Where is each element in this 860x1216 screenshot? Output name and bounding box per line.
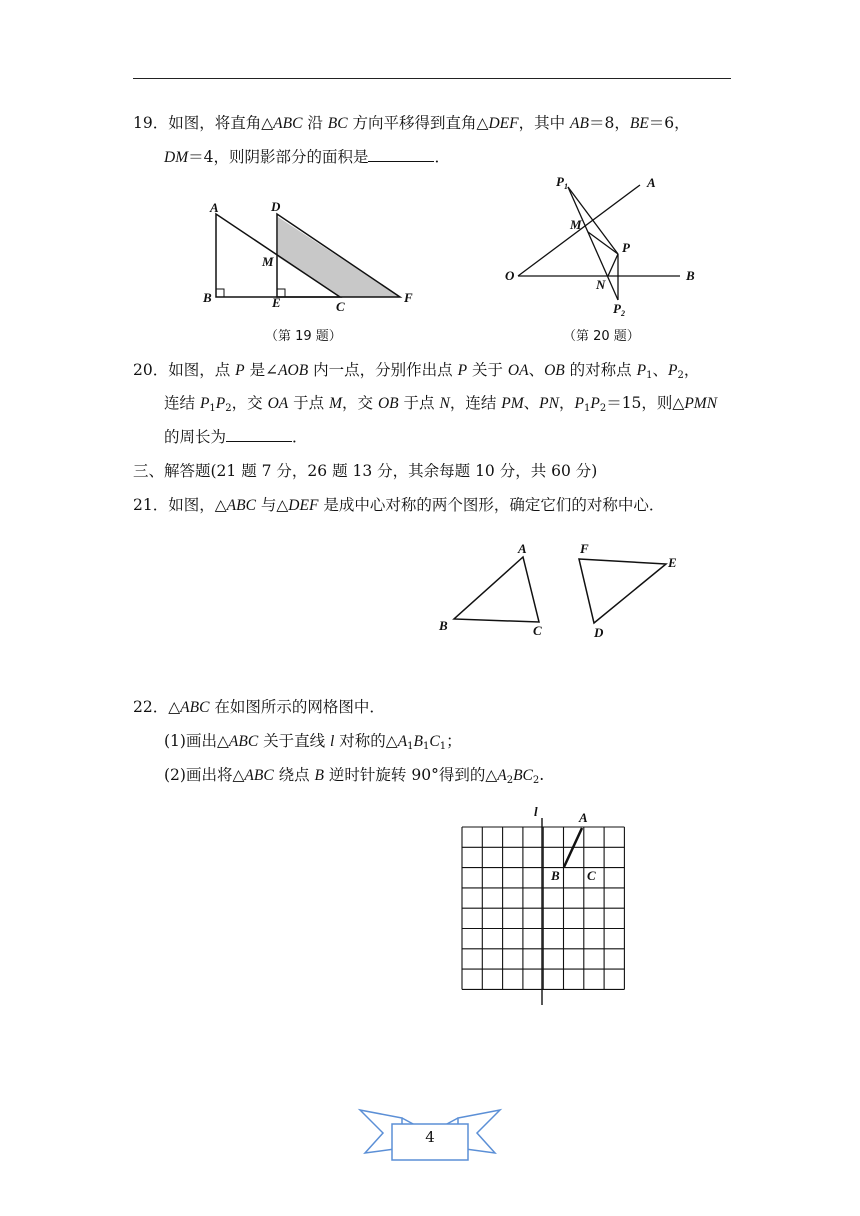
fig21-label-c: C <box>533 623 542 638</box>
fig20-label-p1: $P_1$ <box>556 174 568 191</box>
fig19-caption: （第 19 题） <box>265 329 342 344</box>
fig20-label-a: A <box>647 175 656 190</box>
segment-pn <box>608 254 618 276</box>
fig20-label-n: N <box>596 277 606 292</box>
fig22-label-a: A <box>579 810 588 825</box>
q21-line1: 21．如图，△ABC 与△DEF 是成中心对称的两个图形，确定它们的对称中心． <box>133 496 665 514</box>
fig19-label-f: F <box>404 290 413 305</box>
q19-line2: DM＝4，则阴影部分的面积是 ． <box>164 148 450 166</box>
section-title: 三、解答题(21 题 7 分，26 题 13 分，其余每题 10 分，共 60 分) <box>133 462 598 480</box>
fig21-label-a: A <box>518 541 527 556</box>
fig20-label-b: B <box>686 268 695 283</box>
fig19-label-c: C <box>336 299 345 314</box>
q19-line1: 19．如图，将直角△ABC 沿 BC 方向平移得到直角△DEF，其中 AB＝8，BE＝6， <box>133 114 690 132</box>
q20-line1: 20．如图，点 P 是∠AOB 内一点，分别作出点 P 关于 OA、OB 的对称点 $P_1$、$P_2$， <box>133 361 700 381</box>
triangle-abc-21 <box>454 557 539 622</box>
figure-19 <box>216 214 400 297</box>
fig22-label-c: C <box>587 868 596 883</box>
fig19-label-b: B <box>203 290 212 305</box>
fig21-label-d: D <box>594 625 604 640</box>
fig19-label-e: E <box>272 295 281 310</box>
fig20-label-o: O <box>505 268 515 283</box>
fig21-label-b: B <box>439 618 448 633</box>
fig19-label-m: M <box>262 254 274 269</box>
fig20-label-p2: $P_2$ <box>613 301 625 318</box>
fig20-label-m: M <box>570 217 582 232</box>
fig19-label-a: A <box>210 200 219 215</box>
fig21-label-f: F <box>580 541 589 556</box>
fig19-label-d: D <box>271 199 281 214</box>
fig22-label-l: l <box>534 804 538 819</box>
fig20-label-p: P <box>622 240 630 255</box>
triangle-def-21 <box>579 559 666 623</box>
fig22-label-b: B <box>551 868 560 883</box>
q22-part2: (2)画出将△ABC 绕点 B 逆时针旋转 90°得到的$\triangle A_2BC_2$. <box>164 766 545 786</box>
q20-line3: 的周长为 ． <box>164 428 308 446</box>
right-angle-b <box>216 289 224 297</box>
figure-21 <box>454 557 666 623</box>
grid-22 <box>462 827 624 989</box>
fig21-label-e: E <box>668 555 677 570</box>
q20-line2: 连结 $P_1P_2$，交 OA 于点 M，交 OB 于点 N，连结 PM、PN，$P_1P_2=15$，则△PMN <box>164 394 718 414</box>
q22-part1: (1)画出△ABC 关于直线 l 对称的$\triangle A_1B_1C_1$； <box>164 732 462 752</box>
page-number: 4 <box>425 1128 435 1146</box>
fig20-caption: （第 20 题） <box>563 329 640 344</box>
q22-line1: 22．△ABC 在如图所示的网格图中． <box>133 698 385 716</box>
